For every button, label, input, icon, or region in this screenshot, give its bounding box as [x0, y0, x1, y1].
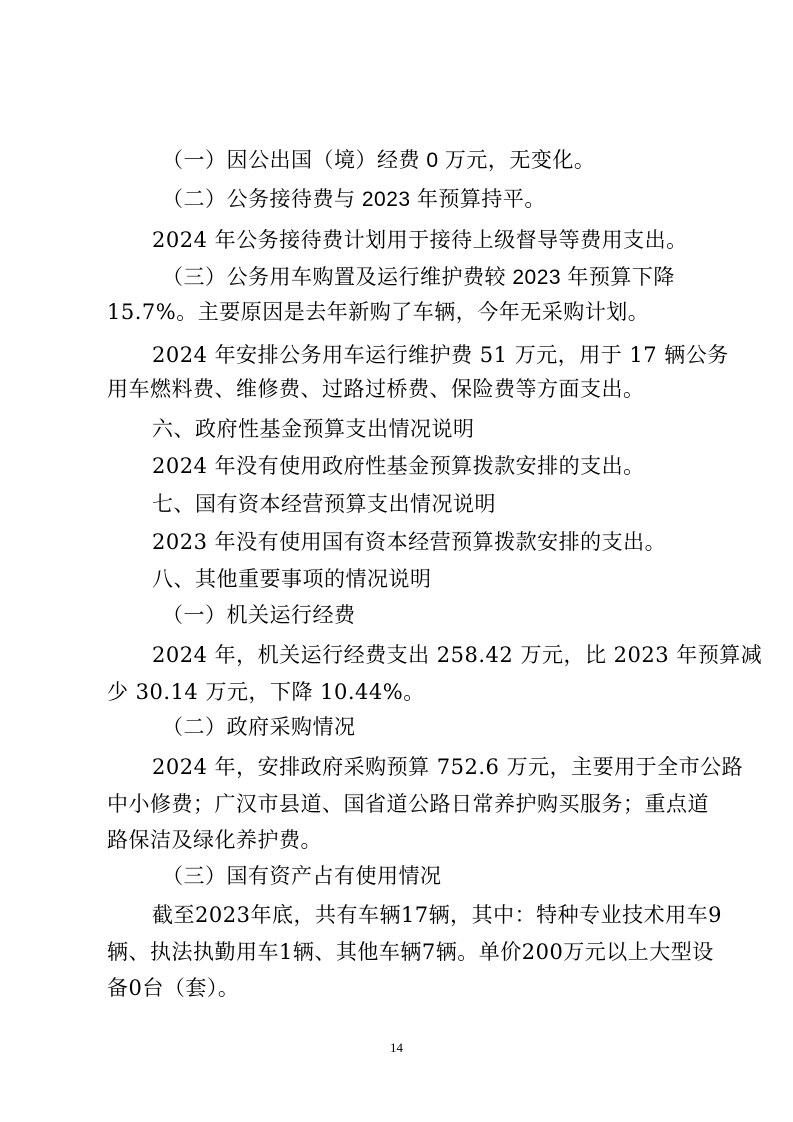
paragraph-line: 2024 年安排公务用车运行维护费 51 万元，用于 17 辆公务: [152, 343, 729, 367]
paragraph-line: 中小修费；广汉市县道、国省道公路日常养护购买服务；重点道: [107, 792, 709, 816]
paragraph-line: 截至2023年底，共有车辆17辆，其中：特种专业技术用车9: [152, 903, 723, 927]
paragraph-line: 2024 年公务接待费计划用于接待上级督导等费用支出。: [152, 228, 688, 252]
paragraph-line: 辆、执法执勤用车1辆、其他车辆7辆。单价200万元以上大型设: [107, 940, 714, 964]
subsection-heading-procurement: （二）政府采购情况: [162, 716, 356, 739]
paragraph-line: 2024 年没有使用政府性基金预算拨款安排的支出。: [152, 454, 645, 478]
page-number: 14: [390, 1040, 403, 1055]
paragraph-line: 2023 年没有使用国有资本经营预算拨款安排的支出。: [152, 530, 667, 554]
subsection-heading-vehicle-expense: （三）公务用车购置及运行维护费较 2023 年预算下降: [162, 266, 675, 289]
paragraph-line: 路保洁及绿化养护费。: [107, 828, 322, 852]
subsection-heading-overseas-expense: （一）因公出国（境）经费 0 万元，无变化。: [162, 149, 596, 172]
subsection-heading-reception-expense: （二）公务接待费与 2023 年预算持平。: [162, 188, 546, 211]
subsection-heading-operating-expense: （一）机关运行经费: [162, 604, 356, 627]
section-heading-state-capital: 七、国有资本经营预算支出情况说明: [152, 493, 496, 516]
section-heading-other-matters: 八、其他重要事项的情况说明: [152, 568, 432, 591]
paragraph-line: 2024 年，安排政府采购预算 752.6 万元，主要用于全市公路: [152, 755, 744, 779]
paragraph-line: 用车燃料费、维修费、过路过桥费、保险费等方面支出。: [107, 377, 645, 401]
section-heading-government-fund: 六、政府性基金预算支出情况说明: [152, 418, 475, 441]
paragraph-line: 少 30.14 万元，下降 10.44%。: [107, 680, 425, 704]
paragraph-line: 15.7%。主要原因是去年新购了车辆，今年无采购计划。: [107, 300, 650, 324]
subsection-heading-state-assets: （三）国有资产占有使用情况: [162, 865, 442, 888]
paragraph-line: 2024 年，机关运行经费支出 258.42 万元，比 2023 年预算减: [152, 643, 763, 667]
paragraph-line: 备0台（套）。: [107, 976, 240, 1000]
